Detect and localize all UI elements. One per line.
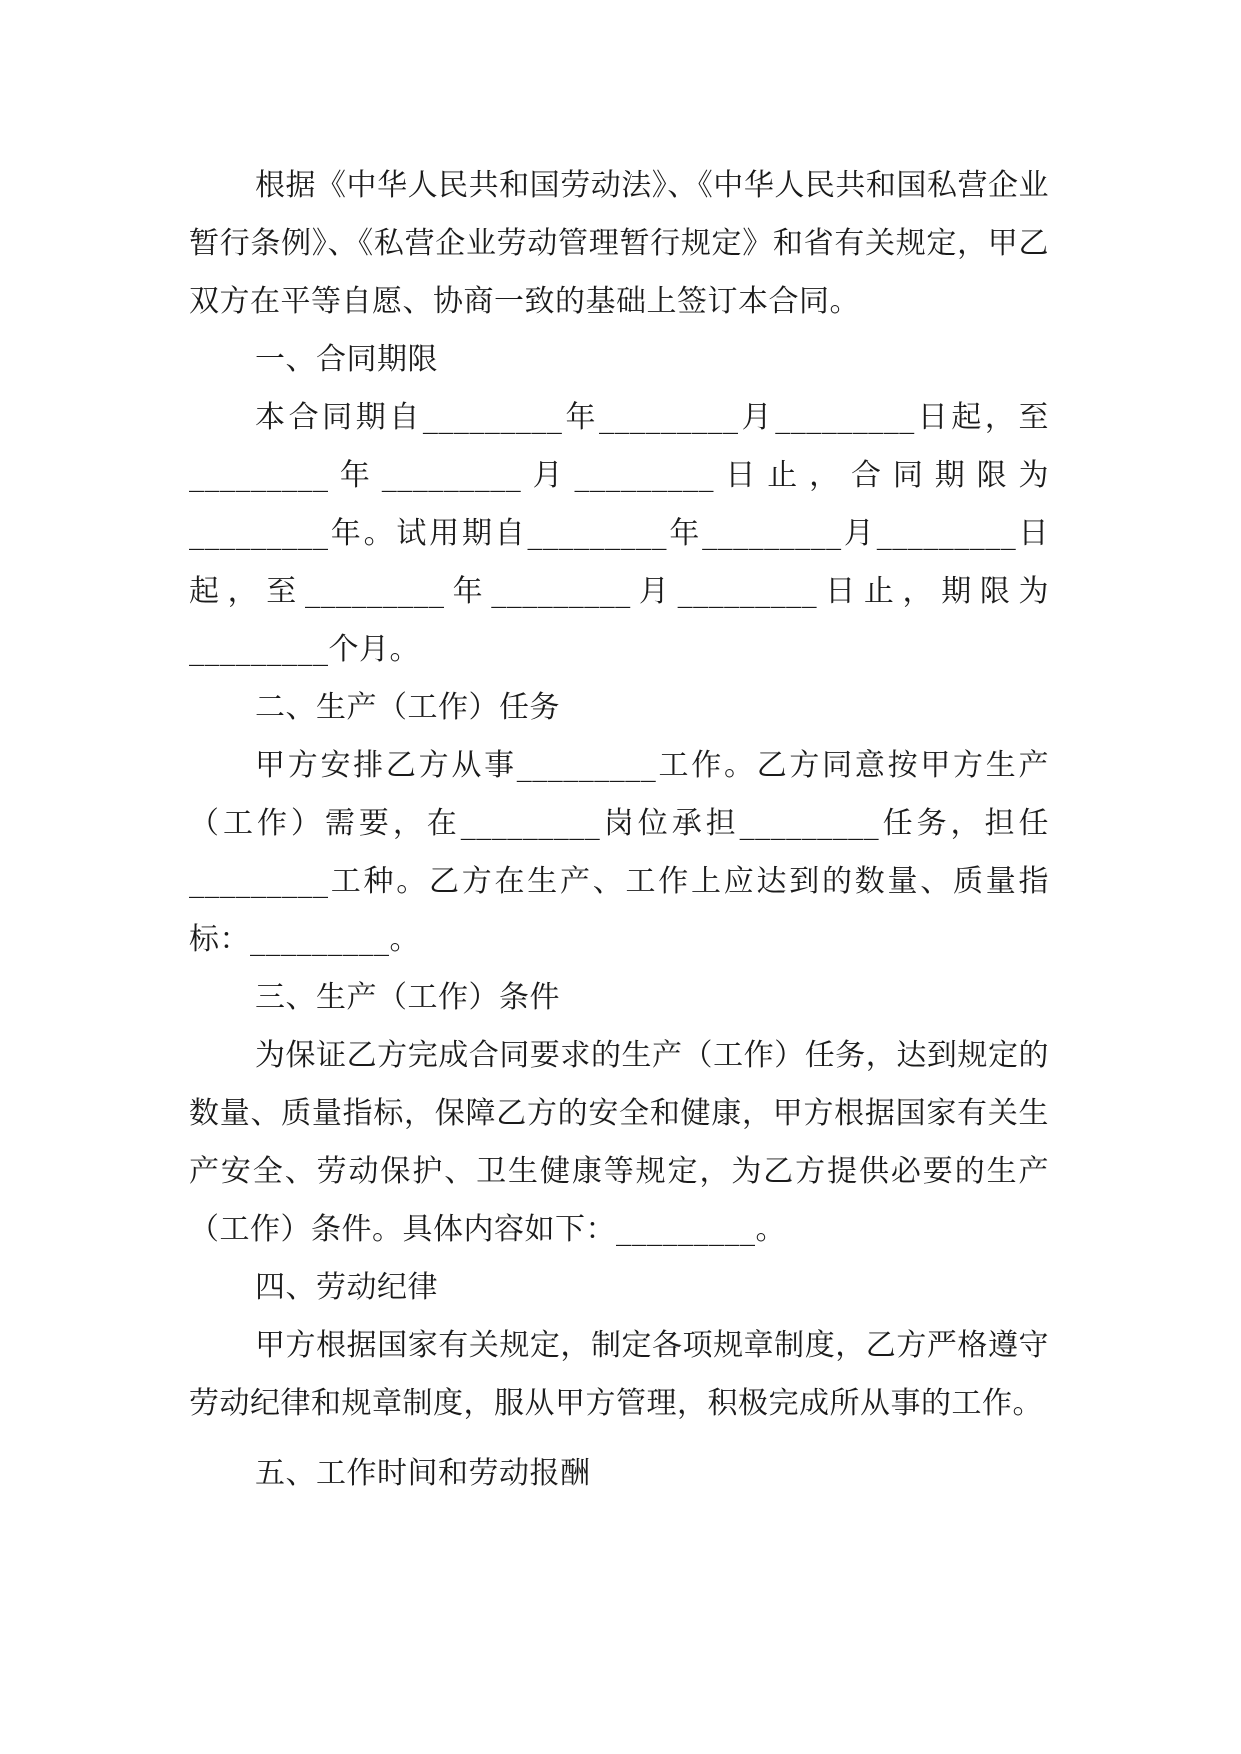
preamble-paragraph: 根据《中华人民共和国劳动法》、《中华人民共和国私营企业暂行条例》、《私营企业劳动管理暂行规定》和省有关规定，甲乙双方在平等自愿、协商一致的基础上签订本合同。 <box>189 168 1049 319</box>
section-heading-working-hours-and-pay: 五、工作时间和劳动报酬 <box>255 1456 591 1491</box>
labor-discipline-paragraph: 甲方根据国家有关规定，制定各项规章制度，乙方严格遵守劳动纪律和规章制度，服从甲方管理，积极完成所从事的工作。 <box>189 1328 1049 1421</box>
section-heading-contract-term: 一、合同期限 <box>255 342 438 377</box>
document-body <box>189 157 1049 1503</box>
section-heading-labor-discipline: 四、劳动纪律 <box>255 1270 438 1305</box>
production-conditions-paragraph: 为保证乙方完成合同要求的生产（工作）任务，达到规定的数量、质量指标，保障乙方的安全和健康，甲方根据国家有关生产安全、劳动保护、卫生健康等规定，为乙方提供必要的生产（工作）条件。具体内容如下：_________。 <box>189 1038 1049 1247</box>
contract-term-paragraph: 本合同期自_________年_________月_________日起，至_________年_________月_________日止，合同期限为_________年。试用期自_________年_________月_________日起，至_________年_________月_________日止，期限为_________个月。 <box>189 400 1049 667</box>
section-heading-production-tasks: 二、生产（工作）任务 <box>255 690 560 725</box>
section-heading-production-conditions: 三、生产（工作）条件 <box>255 980 560 1015</box>
production-tasks-paragraph: 甲方安排乙方从事_________工作。乙方同意按甲方生产（工作）需要，在_________岗位承担_________任务，担任_________工种。乙方在生产、工作上应达到的数量、质量指标：_________。 <box>189 748 1049 957</box>
